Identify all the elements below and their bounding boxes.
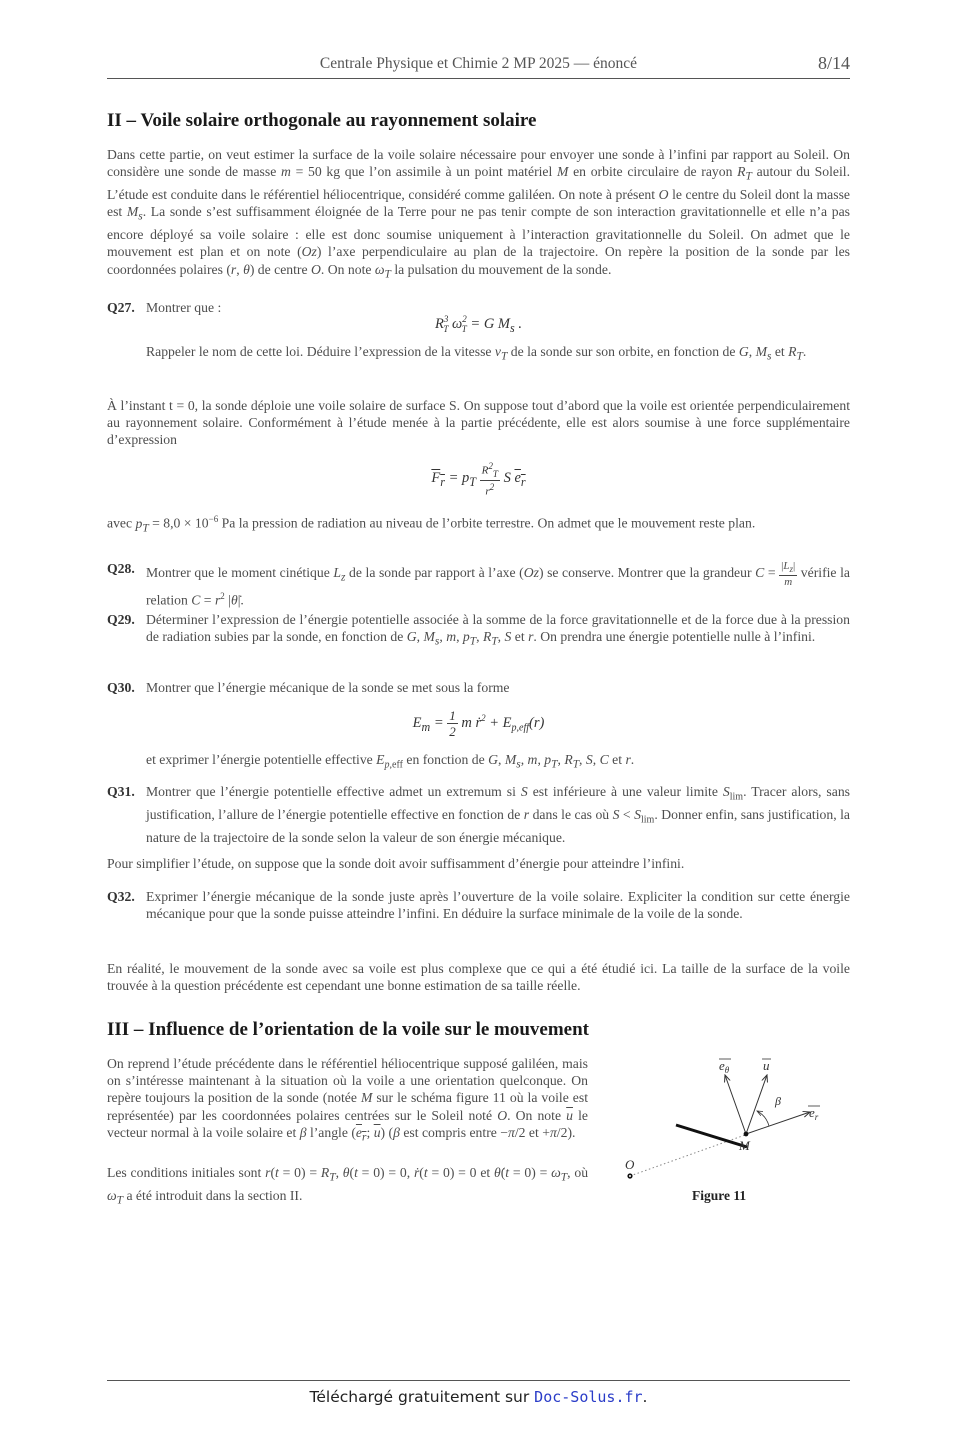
paragraph-sail: À l’instant t = 0, la sonde déploie une voile solaire de surface S. On suppose tout d’abord que la voile est orientée perpendiculairement au rayonnement solaire. Conformément à l’étude menée à la partie précédente, elle est alors soumise à une force supplémentaire d’expression	[107, 398, 850, 448]
question-number: Q29.	[107, 612, 135, 627]
page-footer	[107, 1388, 850, 1406]
section-3-title: III – Influence de l’orientation de la voile sur le mouvement	[107, 1019, 590, 1040]
question-32	[107, 888, 850, 922]
paragraph-simplify: Pour simplifier l’étude, on suppose que la sonde doit avoir suffisamment d’énergie pour atteindre l’infini.	[107, 856, 685, 871]
e-r-vector	[746, 1112, 810, 1134]
page-header	[107, 54, 850, 79]
beta-arc	[757, 1111, 769, 1126]
question-29: Q29. Déterminer l’expression de l’énergie potentielle associée à la somme de la force gravitationnelle et de la force due à la pression de radiation subies par la sonde, en fonction de G, $M_s$, m, $p_T$, $R_T$, S et r. On prendra une énergie potentielle nulle à l’infini.	[107, 612, 850, 648]
footer-end: .	[642, 1388, 648, 1406]
section-2-intro: Dans cette partie, on veut estimer la surface de la voile solaire nécessaire pour envoyer une sonde à l’infini par rapport au Soleil. On considère une sonde de masse m = 50 kg que l’on assimile à un point matériel M en orbite circulaire de rayon $R_T$ autour du Soleil. L’étude est conduite dans le référentiel héliocentrique, considéré comme galiléen. On note à présent O le centre du Soleil dont la masse est $M_s$. La sonde s’est suffisamment éloignée de la Terre pour ne pas tenir compte de son interaction gravitationnelle et elle n’a pas encore déployé sa voile solaire : elle est donc soumise uniquement à l’interaction gravitationnelle du Soleil. On admet que le mouvement est plan et on note (Oz) l’axe perpendiculaire au plan de la trajectoire. On repère la position de la sonde par les coordonnées polaires (r, θ) de centre O. On note $\omega_T$ la pulsation du mouvement de la sonde.	[107, 147, 850, 281]
section-3-para1: On reprend l’étude précédente dans le référentiel héliocentrique supposé galiléen, mais on s’intéresse maintenant à la situation où la voile a une orientation quelconque. On repère toujours la position de la sonde (notée M sur le schéma figure 11 où la voile est représentée) par les coordonnées polaires centrées sur le Soleil noté O. On note $\overline{u}$ le vecteur normal à la voile solaire et β l’angle ($e_r$; $\overline{u}$) (β est compris entre −π/2 et +π/2).	[107, 1056, 588, 1144]
label-o: O	[625, 1157, 635, 1172]
question-number: Q32.	[107, 889, 135, 904]
label-e-r: $e_r$	[809, 1105, 819, 1122]
label-u: u	[763, 1058, 770, 1073]
section-2-title: II – Voile solaire orthogonale au rayonnement solaire	[107, 110, 537, 131]
question-28: Q28. Montrer que le moment cinétique $L_z$ de la sonde par rapport à l’axe (Oz) se conserve. Montrer que la grandeur C = $\frac{|L_z|}{m}$ vérifie la relation $C = r^2$ |θ̇|.	[107, 560, 850, 608]
label-e-theta: $e_\theta$	[719, 1058, 730, 1075]
question-27-text: Rappeler le nom de cette loi. Déduire l’expression de la vitesse $v_T$ de la sonde sur son orbite, en fonction de G, $M_s$ et $R_T$.	[146, 344, 807, 363]
equation-kepler: $R^3_T$ $\omega^2_T = G$ $M_s$ .	[435, 314, 522, 335]
equation-mechanical-energy: $E_m$ = $\frac{1}{2}$ m ṙ$^2$ + $E_{p,eff}(r)$	[412, 708, 545, 739]
question-number: Q28.	[107, 561, 135, 576]
footer-divider	[107, 1380, 850, 1381]
point-m	[744, 1132, 749, 1137]
label-m: M	[739, 1138, 750, 1153]
page-number: 8/14	[817, 53, 850, 73]
question-30-text: et exprimer l’énergie potentielle effective $E_{p,eff}$ en fonction de G, $M_s$, m, $p_T$, $R_T$, S, C et r.	[146, 752, 635, 771]
question-number: Q27.	[107, 300, 135, 315]
equation-force: $F_r = p_T$ $\frac{R^2_T}{r^2}$ S $e_r$	[431, 461, 526, 498]
question-number: Q31.	[107, 784, 135, 799]
u-vector	[746, 1075, 767, 1134]
paragraph-reality: En réalité, le mouvement de la sonde avec sa voile est plus complexe que ce qui a été étudié ici. La taille de la surface de la voile trouvée à la question précédente est cependant une bonne estimation de sa taille réelle.	[107, 961, 850, 994]
question-text: Exprimer l’énergie mécanique de la sonde juste après l’ouverture de la voile solaire. Expliciter la condition sur cette énergie mécanique pour que la sonde puisse atteindre l’infini. En déduire la surface minimale de la voile de la sonde.	[146, 889, 850, 922]
question-lead: Montrer que l’énergie mécanique de la sonde se met sous la forme	[146, 680, 510, 695]
section-3-para2: Les conditions initiales sont $r(t = 0) = R_T$, θ(t = 0) = 0, ṙ(t = 0) = 0 et θ̇(t = $0) = \omega_T$, où $\omega_T$ a été introduit dans la section II.	[107, 1165, 589, 1207]
question-number: Q30.	[107, 680, 135, 695]
question-lead: Montrer que :	[146, 300, 222, 315]
label-beta: β	[775, 1094, 781, 1108]
paragraph-pT: avec $p_T = 8,0 \times 10^{-6}$ Pa la pression de radiation au niveau de l’orbite terrestre. On admet que le mouvement reste plan.	[107, 514, 756, 535]
sail-line	[676, 1125, 747, 1147]
question-30	[107, 679, 850, 696]
footer-text: Téléchargé gratuitement sur	[309, 1388, 535, 1406]
footer-link[interactable]: Doc-Solus.fr	[534, 1388, 643, 1406]
question-31: Q31. Montrer que l’énergie potentielle effective admet un extremum si S est inférieure à une valeur limite $S_{lim}$. Tracer alors, sans justification, l’allure de l’énergie potentielle effective en fonction de r dans le cas où $S < S_{lim}$. Donner enfin, sans justification, la nature de la trajectoire de la sonde selon la valeur de son énergie mécanique.	[107, 784, 851, 845]
figure-11-caption: Figure 11	[692, 1188, 747, 1203]
header-title: Centrale Physique et Chimie 2 MP 2025 — énoncé	[319, 55, 638, 72]
e-theta-vector	[725, 1075, 746, 1134]
